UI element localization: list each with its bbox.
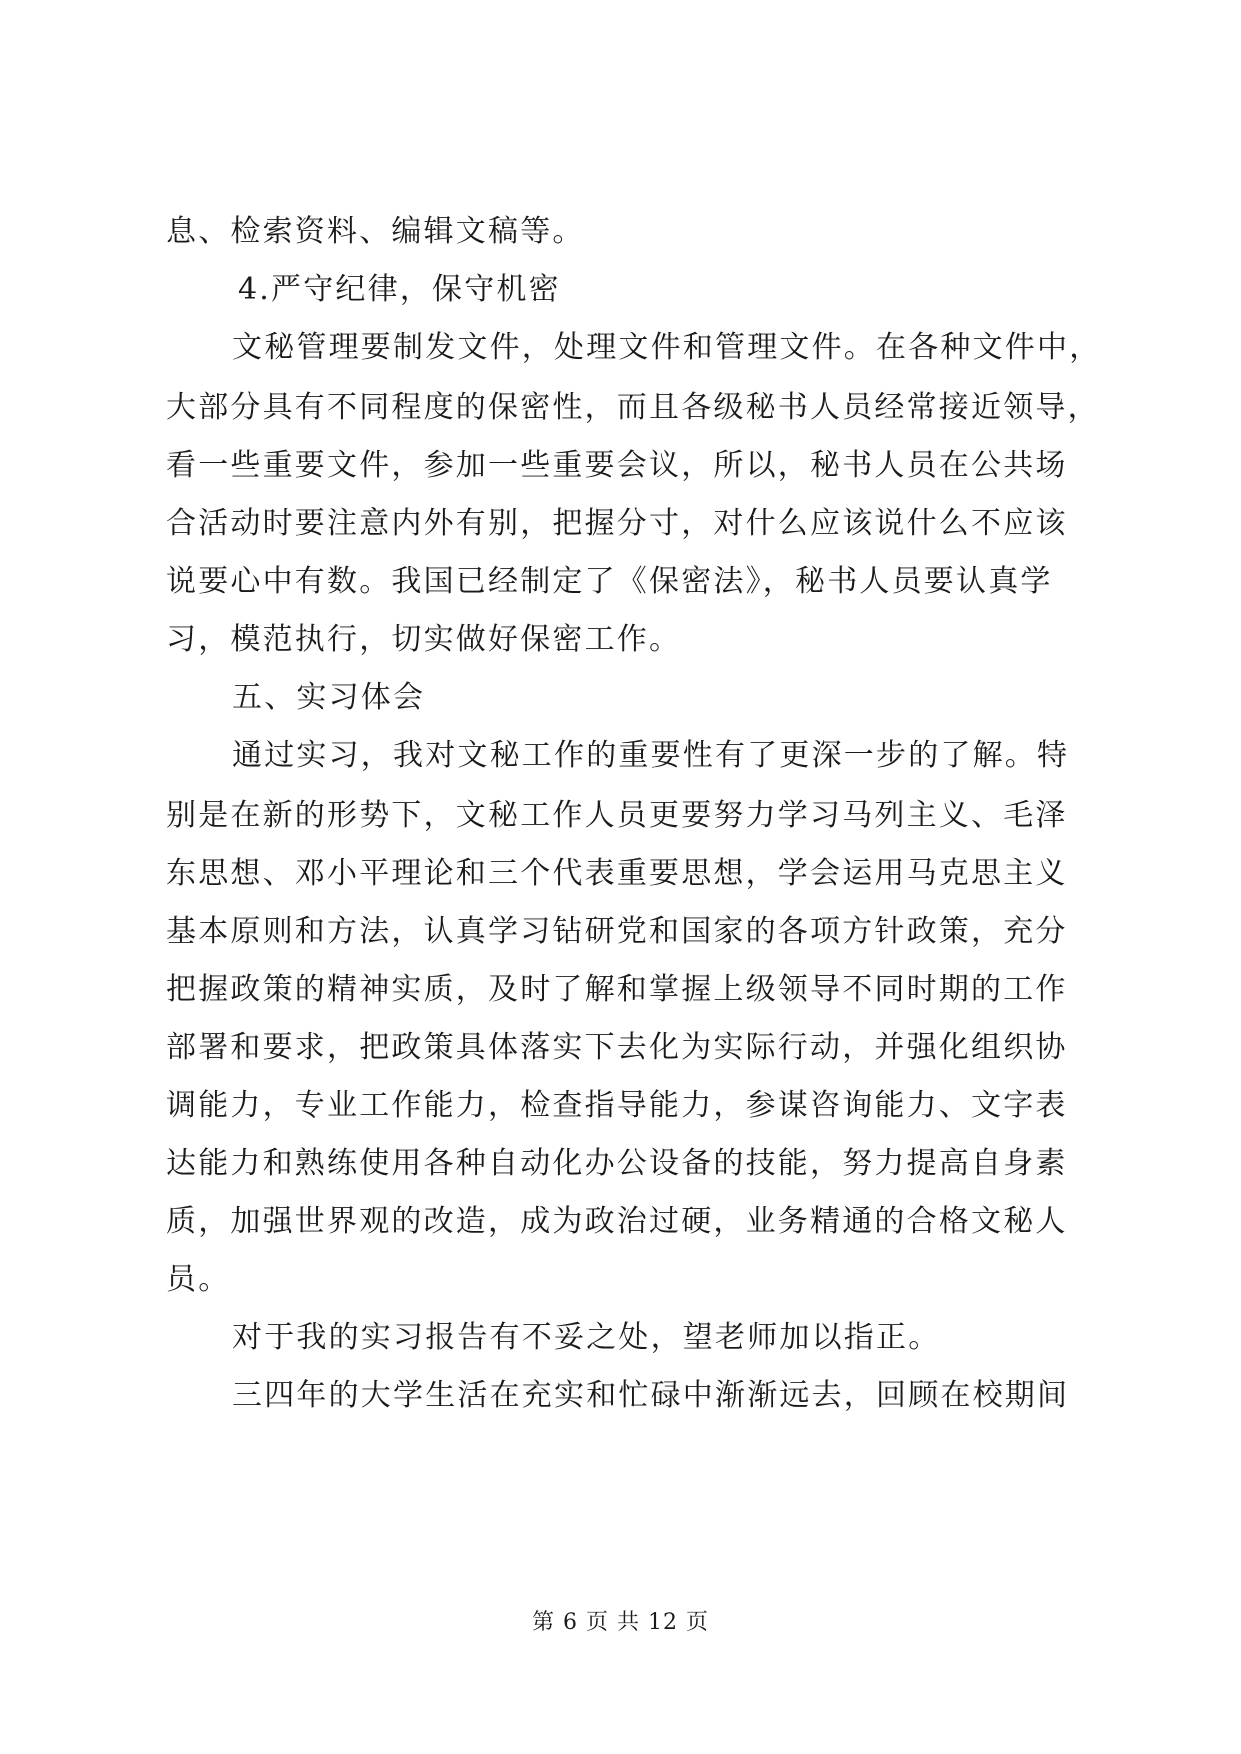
paragraph-line: 说要心中有数。我国已经制定了《保密法》，秘书人员要认真学 [166,564,1053,599]
paragraph-line: 基本原则和方法，认真学习钻研党和国家的各项方针政策，充分 [166,914,1068,949]
paragraph-line: 合活动时要注意内外有别，把握分寸，对什么应该说什么不应该 [166,506,1068,541]
paragraph-line: 息、检索资料、编辑文稿等。 [166,214,585,249]
paragraph-line: 质，加强世界观的改造，成为政治过硬，业务精通的合格文秘人 [166,1204,1068,1239]
paragraph-line: 别是在新的形势下，文秘工作人员更要努力学习马列主义、毛泽 [166,798,1068,833]
paragraph-line: 把握政策的精神实质，及时了解和掌握上级领导不同时期的工作 [166,972,1068,1007]
paragraph-line: 文秘管理要制发文件，处理文件和管理文件。在各种文件中， [232,330,1102,365]
section-heading: 4.严守纪律，保守机密 [238,272,561,307]
paragraph-line: 大部分具有不同程度的保密性，而且各级秘书人员经常接近领导， [166,390,1100,425]
paragraph-line: 习，模范执行，切实做好保密工作。 [166,622,682,657]
page-number-footer: 第 6 页 共 12 页 [532,1610,709,1635]
paragraph-line: 员。 [166,1262,231,1297]
paragraph-line: 东思想、邓小平理论和三个代表重要思想，学会运用马克思主义 [166,856,1068,891]
paragraph-line: 三四年的大学生活在充实和忙碌中渐渐远去，回顾在校期间 [232,1378,1070,1413]
section-heading: 五、实习体会 [232,680,426,715]
paragraph-line: 看一些重要文件，参加一些重要会议，所以，秘书人员在公共场 [166,448,1068,483]
paragraph-line: 调能力，专业工作能力，检查指导能力，参谋咨询能力、文字表 [166,1088,1068,1123]
paragraph-line: 部署和要求，把政策具体落实下去化为实际行动，并强化组织协 [166,1030,1068,1065]
paragraph-line: 通过实习，我对文秘工作的重要性有了更深一步的了解。特 [232,738,1070,773]
paragraph-line: 对于我的实习报告有不妥之处，望老师加以指正。 [232,1320,941,1355]
paragraph-line: 达能力和熟练使用各种自动化办公设备的技能，努力提高自身素 [166,1146,1068,1181]
